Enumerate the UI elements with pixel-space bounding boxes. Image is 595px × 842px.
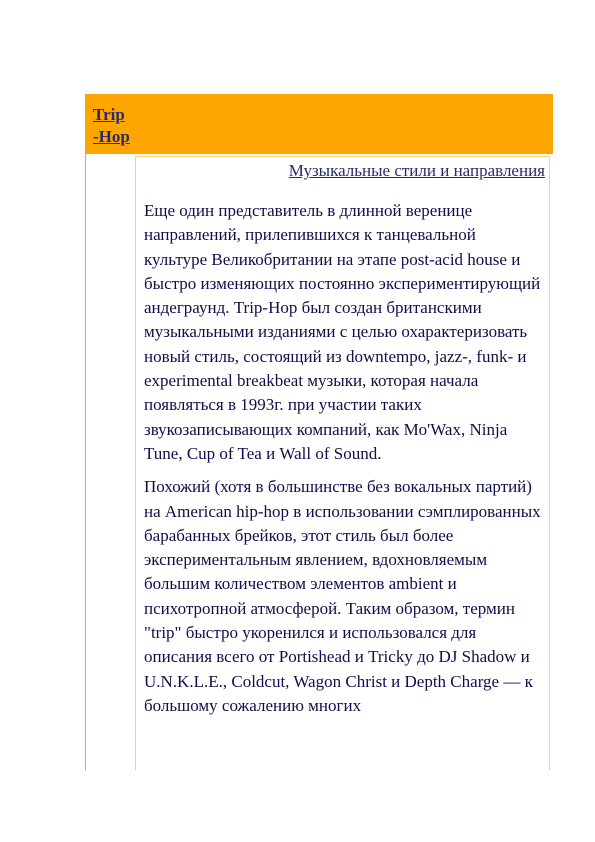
trip-hop-title-link[interactable]: Trip -Hop <box>93 105 130 146</box>
content-cell <box>135 156 550 770</box>
article-paragraph-1: Еще один представитель в длинной веренице направлений, прилепившихся к танцевальной культуре Великобритании на этапе post-acid house и быстро изменяющих постоянно экспериментирующий андеграунд. Trip-Hop был создан британскими музыкальными изданиями с целью охарактеризовать новый стиль, состоящий из downtempo, jazz-, funk- и experimental breakbeat музыки, которая начала появляться в 1993г. при участии таких звукозаписывающих компаний, как Mo'Wax, Ninja Tune, Cup of Tea и Wall of Sound. <box>144 201 541 463</box>
left-column-border <box>85 154 86 770</box>
article-paragraph-2: Похожий (хотя в большинстве без вокальных партий) на American hip-hop в использовании сэмплированных барабанных брейков, этот стиль был более экспериментальным явлением, вдохновляемым большим количеством элементов ambient и психотропной атмосферой. Таким образом, термин "trip" быстро укоренился и использовался для описания всего от Portishead и Tricky до DJ Shadow и U.N.K.L.E., Coldcut, Wagon Christ и Depth Charge — к большому сожалению многих <box>144 477 541 715</box>
music-styles-link[interactable]: Музыкальные стили и направления <box>288 161 545 180</box>
header-bar <box>85 94 553 154</box>
article-frame <box>85 94 553 770</box>
